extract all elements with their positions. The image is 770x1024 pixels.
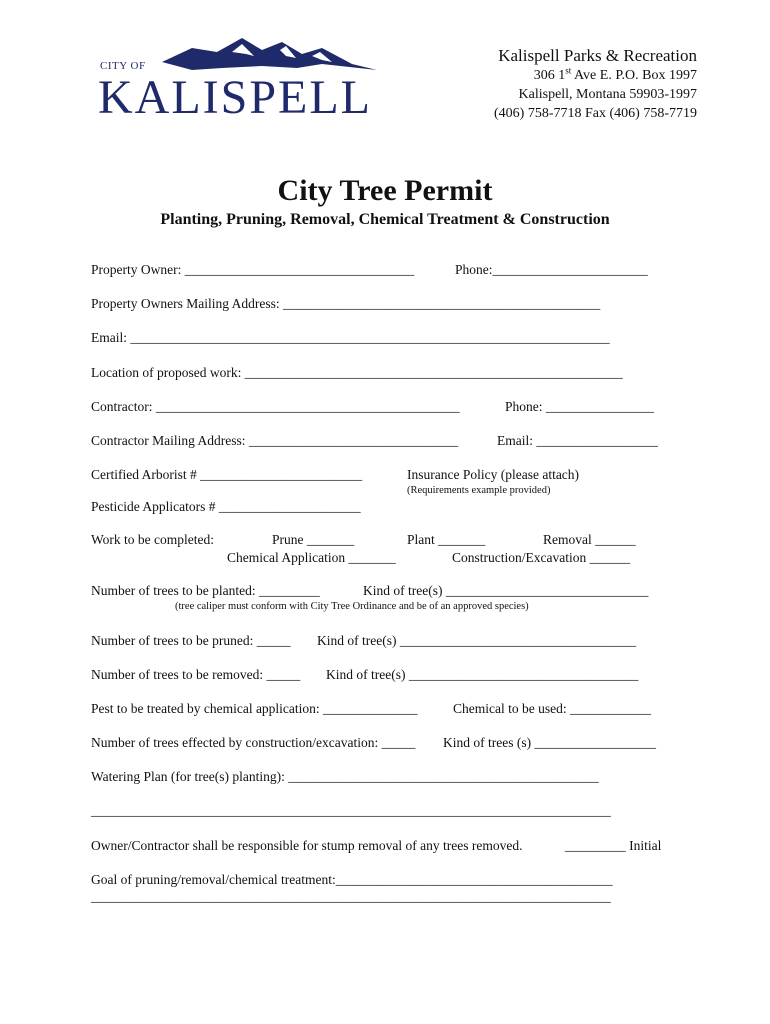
contractor-email-field[interactable]: Email: __________________ <box>497 433 658 448</box>
location-field[interactable]: Location of proposed work: ________________________________________________________ <box>91 365 623 380</box>
kind-pruned-field[interactable]: Kind of tree(s) ___________________________________ <box>317 633 637 648</box>
mountain-icon <box>162 34 392 74</box>
address-block <box>494 46 697 123</box>
email-field[interactable]: Email: _______________________________________________________________________ <box>91 330 610 345</box>
caliper-note: (tree caliper must conform with City Tree Ordinance and be of an approved species) <box>175 601 529 612</box>
stump-removal-statement: Owner/Contractor shall be responsible for stump removal of any trees removed. <box>91 838 523 853</box>
watering-plan-field[interactable]: Watering Plan (for tree(s) planting): ______________________________________________ <box>91 769 599 784</box>
plant-field[interactable]: Plant _______ <box>407 532 486 547</box>
chemical-application-field[interactable]: Chemical Application _______ <box>227 550 396 565</box>
construction-field[interactable]: Construction/Excavation ______ <box>452 550 631 565</box>
contractor-phone-field[interactable]: Phone: ________________ <box>505 399 654 414</box>
prune-field[interactable]: Prune _______ <box>272 532 355 547</box>
goal-continued[interactable]: _____________________________________________________________________________ <box>91 889 611 904</box>
kalispell-logo <box>96 30 372 124</box>
kind-removed-field[interactable]: Kind of tree(s) __________________________________ <box>326 667 639 682</box>
address-line1: 306 1st Ave E. P.O. Box 1997 <box>533 65 697 83</box>
trees-pruned-field[interactable]: Number of trees to be pruned: _____ <box>91 633 291 648</box>
logo-city-of: CITY OF <box>100 60 146 72</box>
goal-field[interactable]: Goal of pruning/removal/chemical treatment:_________________________________________ <box>91 872 613 887</box>
pesticide-field[interactable]: Pesticide Applicators # _____________________ <box>91 499 361 514</box>
address-line2: Kalispell, Montana 59903-1997 <box>518 87 697 102</box>
page-subtitle: Planting, Pruning, Removal, Chemical Treatment & Construction <box>160 211 610 228</box>
insurance-label: Insurance Policy (please attach) <box>407 467 580 482</box>
phone-field[interactable]: Phone:_______________________ <box>455 262 648 277</box>
logo-name: KALISPELL <box>98 71 372 124</box>
watering-plan-continued[interactable]: _____________________________________________________________________________ <box>91 803 611 818</box>
trees-removed-field[interactable]: Number of trees to be removed: _____ <box>91 667 301 682</box>
trees-planted-field[interactable]: Number of trees to be planted: _________ <box>91 583 320 598</box>
address-line3: (406) 758-7718 Fax (406) 758-7719 <box>494 106 697 121</box>
property-owner-field[interactable]: Property Owner: __________________________________ <box>91 262 415 277</box>
pest-field[interactable]: Pest to be treated by chemical application: ______________ <box>91 701 418 716</box>
kind-construction-field[interactable]: Kind of trees (s) __________________ <box>443 735 656 750</box>
kind-planted-field[interactable]: Kind of tree(s) ______________________________ <box>363 583 649 598</box>
removal-field[interactable]: Removal ______ <box>543 532 636 547</box>
requirements-note: (Requirements example provided) <box>407 485 551 496</box>
chemical-used-field[interactable]: Chemical to be used: ____________ <box>453 701 651 716</box>
mailing-address-field[interactable]: Property Owners Mailing Address: _______________________________________________ <box>91 296 601 311</box>
org-name: Kalispell Parks & Recreation <box>498 46 697 65</box>
work-label: Work to be completed: <box>91 532 215 547</box>
arborist-field[interactable]: Certified Arborist # ________________________ <box>91 467 363 482</box>
contractor-field[interactable]: Contractor: _____________________________________________ <box>91 399 460 414</box>
initial-field[interactable]: _________ Initial <box>565 838 662 853</box>
contractor-mailing-field[interactable]: Contractor Mailing Address: _______________________________ <box>91 433 459 448</box>
trees-construction-field[interactable]: Number of trees effected by construction/excavation: _____ <box>91 735 416 750</box>
page-title: City Tree Permit <box>277 174 493 207</box>
